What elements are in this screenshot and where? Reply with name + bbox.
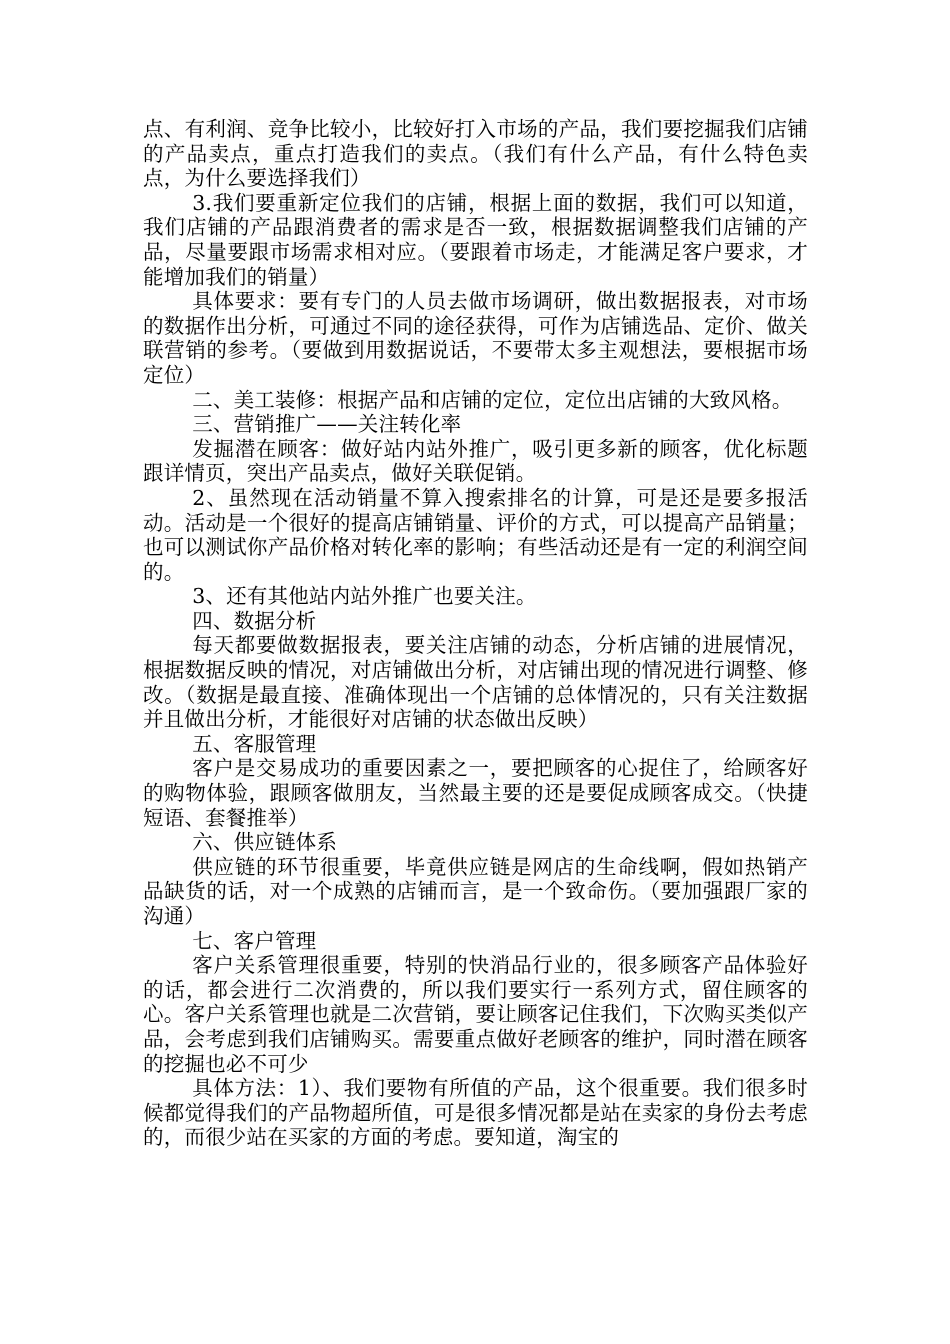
heading-customer-management: 七、客户管理 (192, 928, 317, 953)
paragraph-data-reports: 每天都要做数据报表，要关注店铺的动态，分析店铺的进展情况，根据数据反映的情况，对店铺做出分析，对店铺出现的情况进行调整、修改。（数据是最直接、准确体现出一个店铺的总体情况的，只有关注数据并且做出分析，才能很好对店铺的状态做出反映） (143, 633, 808, 732)
paragraph-supply-chain: 供应链的环节很重要，毕竟供应链是网店的生命线啊，假如热销产品缺货的话，对一个成熟的店铺而言，是一个致命伤。（要加强跟厂家的沟通） (143, 854, 808, 928)
paragraph-continuation: 点、有利润、竞争比较小，比较好打入市场的产品，我们要挖掘我们店铺的产品卖点，重点打造我们的卖点。（我们有什么产品，有什么特色卖点，为什么要选择我们） (143, 117, 808, 191)
paragraph-specific-requirements: 具体要求：要有专门的人员去做市场调研，做出数据报表，对市场的数据作出分析，可通过不同的途径获得，可作为店铺选品、定价、做关联营销的参考。（要做到用数据说话，不要带太多主观想法，要根据市场定位） (143, 289, 808, 387)
document-body (143, 117, 808, 1150)
paragraph-customer-service: 客户是交易成功的重要因素之一，要把顾客的心捉住了，给顾客好的购物体验，跟顾客做朋友，当然最主要的还是要促成顾客成交。（快捷短语、套餐推举） (143, 756, 808, 830)
paragraph-other-promotion: 3、还有其他站内站外推广也要关注。 (192, 584, 537, 609)
paragraph-reposition-store: 3.我们要重新定位我们的店铺，根据上面的数据，我们可以知道，我们店铺的产品跟消费者的需求是否一致，根据数据调整我们店铺的产品，尽量要跟市场需求相对应。（要跟着市场走，才能满足客户要求，才能增加我们的销量） (143, 190, 808, 289)
paragraph-potential-customers: 发掘潜在顾客：做好站内站外推广，吸引更多新的顾客，优化标题跟详情页，突出产品卖点，做好关联促销。 (143, 436, 808, 486)
heading-data-analysis: 四、数据分析 (192, 608, 317, 633)
paragraph-activities: 2、虽然现在活动销量不算入搜索排名的计算，可是还是要多报活动。活动是一个很好的提高店铺销量、评价的方式，可以提高产品销量；也可以测试你产品价格对转化率的影响；有些活动还是有一定的利润空间的。 (143, 485, 808, 584)
heading-customer-service: 五、客服管理 (192, 731, 317, 756)
heading-marketing-promotion: 三、营销推广——关注转化率 (192, 412, 462, 437)
paragraph-customer-management: 客户关系管理很重要，特别的快消品行业的，很多顾客产品体验好的话，都会进行二次消费的，所以我们要实行一系列方式，留住顾客的心。客户关系管理也就是二次营销，要让顾客记住我们，下次购买类似产品，会考虑到我们店铺购买。需要重点做好老顾客的维护，同时潜在顾客的挖掘也必不可少 (143, 953, 808, 1076)
heading-art-decoration: 二、美工装修：根据产品和店铺的定位，定位出店铺的大致风格。 (192, 387, 793, 412)
heading-supply-chain: 六、供应链体系 (192, 830, 338, 855)
paragraph-specific-methods: 具体方法：1）、我们要物有所值的产品，这个很重要。我们很多时候都觉得我们的产品物超所值，可是很多情况都是站在卖家的身份去考虑的，而很少站在买家的方面的考虑。要知道，淘宝的 (143, 1076, 808, 1150)
